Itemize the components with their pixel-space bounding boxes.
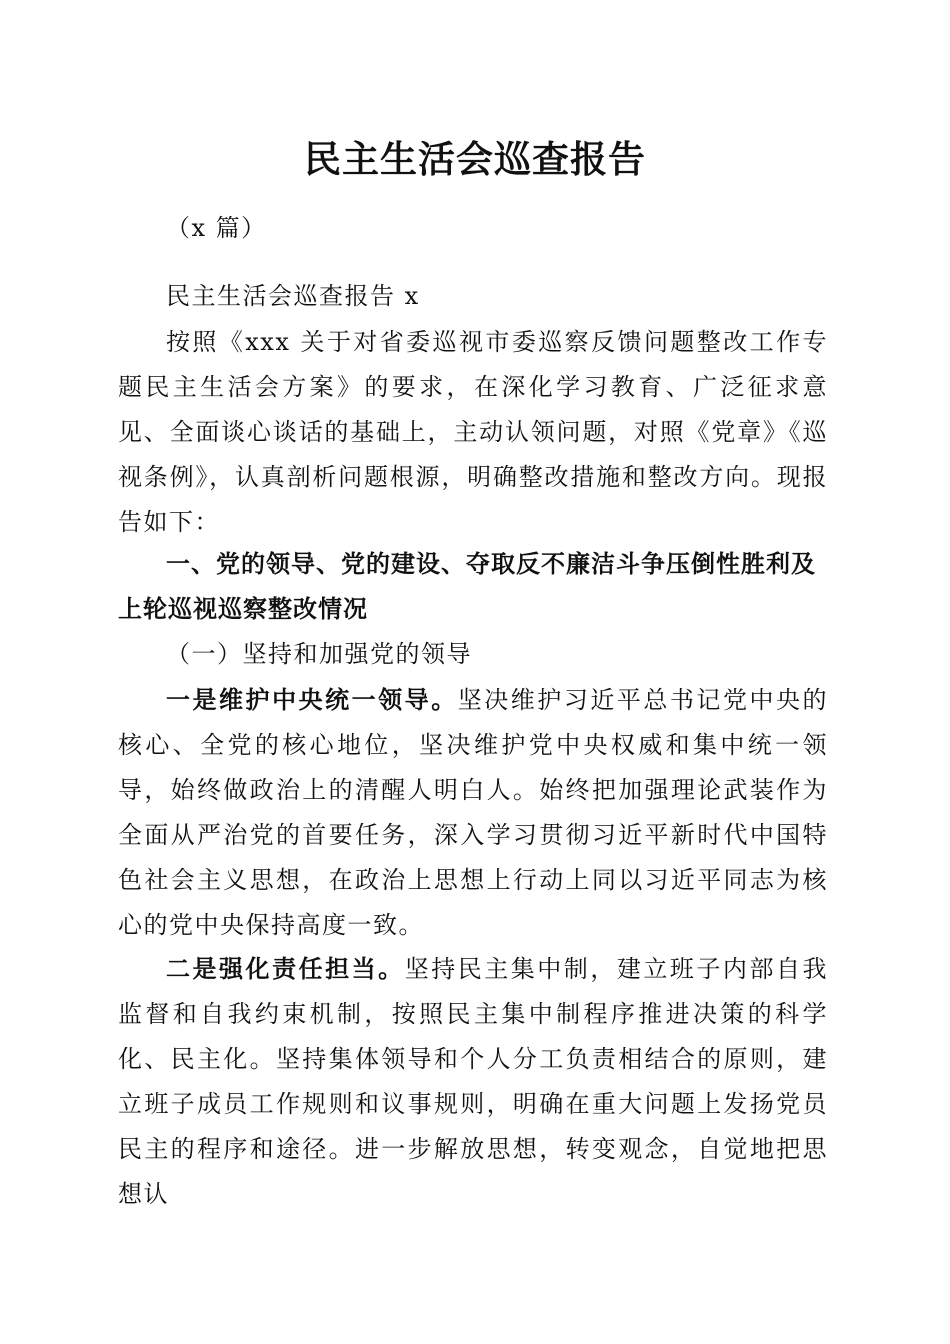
paragraph-1-lead: 一是维护中央统一领导。 xyxy=(166,685,458,714)
paragraph-1 xyxy=(118,677,828,948)
paragraph-2-text: 坚持民主集中制，建立班子内部自我监督和自我约束机制，按照民主集中制程序推进决策的科学化、民主化。坚持集体领导和个人分工负责相结合的原则，建立班子成员工作规则和议事规则，明确在重大问题上发扬党员民主的程序和途径。进一步解放思想，转变观念，自觉地把思想认 xyxy=(118,955,828,1208)
intro-paragraph: 按照《xxx 关于对省委巡视市委巡察反馈问题整改工作专题民主生活会方案》的要求，在深化学习教育、广泛征求意见、全面谈心谈话的基础上，主动认领问题，对照《党章》《巡视条例》，认真剖析问题根源，明确整改措施和整改方向。现报告如下： xyxy=(118,328,828,536)
paragraph-2 xyxy=(118,946,828,1217)
subtitle-note: （x 篇） xyxy=(166,214,267,242)
paragraph-2-lead: 二是强化责任担当。 xyxy=(166,954,405,983)
document-title: 民主生活会巡查报告 xyxy=(304,137,646,181)
section-heading-1: 一、党的领导、党的建设、夺取反不廉洁斗争压倒性胜利及上轮巡视巡察整改情况 xyxy=(118,550,816,623)
subsection-heading-1: （一）坚持和加强党的领导 xyxy=(166,640,472,668)
subheading: 民主生活会巡查报告 x xyxy=(166,282,420,310)
paragraph-1-text: 坚决维护习近平总书记党中央的核心、全党的核心地位，坚决维护党中央权威和集中统一领导，始终做政治上的清醒人明白人。始终把加强理论武装作为全面从严治党的首要任务，深入学习贯彻习近平新时代中国特色社会主义思想，在政治上思想上行动上同以习近平同志为核心的党中央保持高度一致。 xyxy=(118,686,829,939)
